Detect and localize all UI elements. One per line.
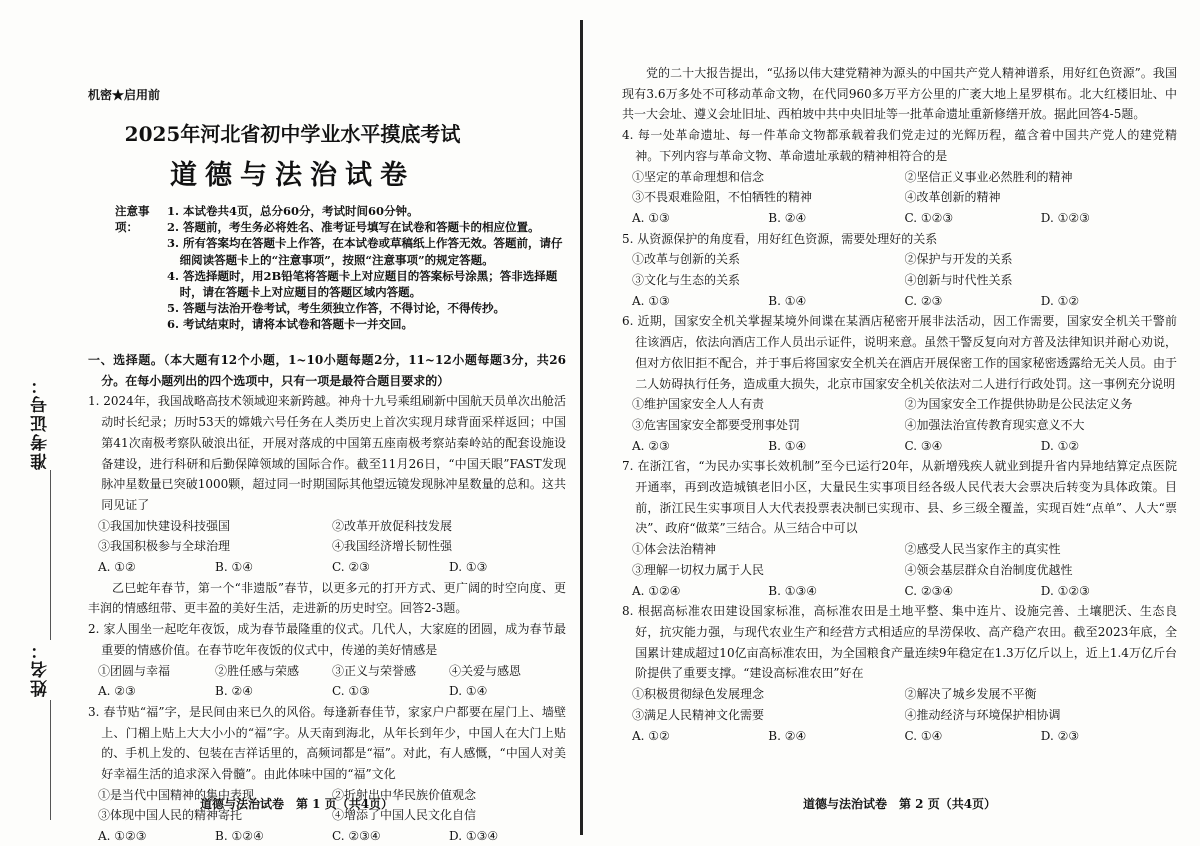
statement: ①团圆与幸福 <box>98 663 171 678</box>
question-5-statements <box>622 249 1177 290</box>
page1-footer: 道德与法治试卷 第 1 页（共4页） <box>200 797 394 811</box>
choice: D. ①③ <box>449 560 488 575</box>
choice: D. ①④ <box>449 684 488 699</box>
choice: C. ②③④ <box>332 829 381 844</box>
statement: ①坚定的革命理想和信念 <box>632 169 765 184</box>
statement: ②坚信正义事业必然胜利的精神 <box>904 169 1073 184</box>
statement: ③正义与荣誉感 <box>332 663 417 678</box>
question-7-choices <box>622 581 1177 602</box>
choice: D. ①② <box>1040 293 1080 308</box>
choice: C. ①④ <box>904 728 943 743</box>
question-6-stem: 6. 近期，国家安全机关掌握某境外间谍在某酒店秘密开展非法活动，因工作需要，国家安全机关干警前往该酒店，依法向酒店工作人员出示证件，说明来意。虽然干警反复向对方普及法律知识并耐心劝说，但对方依旧拒不配合，并于事后将国家安全机关在酒店开展保密工作的国家秘密透露给无关人员。由于二人妨碍执行任务，造成重大损失，北京市国家安全机关依法对二人进行行政处罚。这一事例充分说明 <box>622 314 1177 391</box>
choice: B. ①④ <box>768 438 807 453</box>
question-4-choices <box>622 208 1177 229</box>
statement: ③我国积极参与全球治理 <box>98 539 231 554</box>
statement: ①改革与创新的关系 <box>632 252 741 267</box>
choice: A. ①②③ <box>98 829 147 844</box>
question-8-choices <box>622 726 1177 747</box>
question-7-stem: 7. 在浙江省，“为民办实事长效机制”至今已运行20年，从新增残疾人就业到提升省内异地结算定点医院开通率，再到改造城镇老旧小区，大量民生实事项目经各级人民代表大会票决后转变为具体政策。目前，浙江民生实事项目人大代表投票表决制已实现市、县、乡三级全覆盖，实现百姓“点单”、人大“票决”、政府“做菜”三结合。从三结合中可以 <box>622 459 1177 536</box>
statement: ④我国经济增长韧性强 <box>332 539 453 554</box>
choice: D. ①②③ <box>1040 583 1090 598</box>
statement: ①维护国家安全人人有责 <box>632 397 765 412</box>
statement: ④关爱与感恩 <box>449 663 522 678</box>
choice: A. ①② <box>98 560 136 575</box>
question-6-statements <box>622 394 1177 435</box>
choice: D. ②③ <box>1040 728 1080 743</box>
choice: A. ①②④ <box>632 583 681 598</box>
choice: C. ②③ <box>904 293 943 308</box>
material-4-5: 党的二十大报告提出，“弘扬以伟大建党精神为源头的中国共产党人精神谱系，用好红色资源”。我国现有3.6万多处不可移动革命文物，在代同960多万平方公里的广袤大地上星罗棋布。北大红楼旧址、中共一大会址、遵义会址旧址、西柏坡中共中央旧址等一批革命遗址重新修缮开放。据此回答4-5题。 <box>622 66 1177 122</box>
question-7-statements <box>622 539 1177 580</box>
choice: A. ①③ <box>632 293 670 308</box>
question-8-stem: 8. 根据高标准农田建设国家标准，高标准农田是土地平整、集中连片、设施完善、土壤肥沃、生态良好，抗灾能力强，与现代农业生产和经营方式相适应的旱涝保收、高产稳产农田。截至2023年底，全国累计建成超过10亿亩高标准农田，为全国粮食产量连续9年稳定在1.3万亿斤以上，近上1.4万亿斤台阶提供了重要支撑。“建设高标准农田”好在 <box>622 604 1177 681</box>
statement: ①积极贯彻绿色发展理念 <box>632 687 765 702</box>
page2-footer: 道德与法治试卷 第 2 页（共4页） <box>803 797 997 811</box>
statement: ②保护与开发的关系 <box>904 252 1013 267</box>
choice: A. ②③ <box>98 684 136 699</box>
question-4-stem: 4. 每一处革命遗址、每一件革命文物都承载着我们党走过的光辉历程，蕴含着中国共产党人的建党精神。下列内容与革命文物、革命遗址承载的精神相符合的是 <box>622 128 1177 163</box>
choice: A. ①③ <box>632 210 670 225</box>
subject-title: 道德与法治试卷 <box>170 160 415 191</box>
statement: ③体现中国人民的精神寄托 <box>98 808 243 823</box>
choice: C. ③④ <box>904 438 943 453</box>
question-2-choices <box>88 681 566 702</box>
instructions-label: 注意事项： <box>115 204 150 235</box>
statement: ③文化与生态的关系 <box>632 273 741 288</box>
candidate-id-label: 准考证号： <box>31 375 51 470</box>
statement: ①我国加快建设科技强国 <box>98 518 231 533</box>
exam-page-2 <box>590 0 1200 846</box>
instruction-item: 2. 答题前，考生务必将姓名、准考证号填写在试卷和答题卡的相应位置。 <box>167 220 540 235</box>
statement: ④加强法治宣传教育现实意义不大 <box>904 417 1085 432</box>
question-6-choices <box>622 436 1177 457</box>
choice: C. ①②③ <box>904 210 954 225</box>
question-3-choices <box>88 826 566 846</box>
candidate-name-label: 姓名： <box>31 640 51 697</box>
choice: B. ①④ <box>215 560 253 575</box>
question-1-choices <box>88 557 566 578</box>
material-2-3: 乙巳蛇年春节，第一个“非遗版”春节，以更多元的打开方式、更广阔的时空向度、更丰润的情感纽带、更丰盈的美好生活，走进新的历史时空。回答2-3题。 <box>88 580 566 616</box>
choice: C. ①③ <box>332 684 370 699</box>
choice: B. ②④ <box>768 210 807 225</box>
instruction-item: 5. 答题与法治开卷考试，考生须独立作答，不得讨论，不得传抄。 <box>167 301 506 316</box>
statement: ②胜任感与荣感 <box>215 663 300 678</box>
choice: A. ①② <box>632 728 670 743</box>
statement: ④领会基层群众自治制度优越性 <box>904 562 1073 577</box>
question-4-statements <box>622 167 1177 208</box>
choice: B. ①③④ <box>768 583 817 598</box>
choice: B. ②④ <box>768 728 807 743</box>
page2-questions <box>622 63 1177 746</box>
choice: D. ①③④ <box>449 829 499 844</box>
statement: ②为国家安全工作提供协助是公民法定义务 <box>904 397 1133 412</box>
instruction-item: 6. 考试结束时，请将本试卷和答题卡一并交回。 <box>167 317 414 332</box>
question-2-statements <box>88 661 566 682</box>
statement: ①体会法治精神 <box>632 542 717 557</box>
statement: ②折射出中华民族价值观念 <box>332 787 477 802</box>
question-8-statements <box>622 684 1177 725</box>
exam-instructions <box>115 203 565 333</box>
statement: ③理解一切权力属于人民 <box>632 562 765 577</box>
binding-line-upper <box>50 470 51 640</box>
question-1-stem: 1. 2024年，我国战略高技术领域迎来新跨越。神舟十九号乘组刷新中国航天员单次出舱活动时长纪录；历时53天的嫦娥六号任务在人类历史上首次实现月球背面采样返回；中国第41次南极考察队破浪出征，开展对落成的中国第五座南极考察站秦岭站的配套设施设备建设，进行科研和后勤保障领域的国际合作。截至11月26日，“中国天眼”FAST发现脉冲星数量已突破1000颗，超过同一时期国际其他望远镜发现脉冲星数量的总和。这共同见证了 <box>88 394 566 512</box>
choice: B. ①②④ <box>215 829 264 844</box>
binding-line-lower <box>50 700 51 820</box>
statement: ③满足人民精神文化需要 <box>632 707 765 722</box>
question-3-stem: 3. 春节贴“福”字，是民间由来已久的风俗。每逢新春佳节，家家户户都要在屋门上、墙壁上、门楣上贴上大大小小的“福”字。从天南到海北，从年长到年少，中国人在大门上贴的、手机上发的、包装在吉祥话里的，高频词都是“福”。对此，有人感慨，“中国人对美好幸福生活的追求深入骨髓”。由此体味中国的“福”文化 <box>88 704 566 782</box>
choice: B. ①④ <box>768 293 807 308</box>
instruction-item: 3. 所有答案均在答题卡上作答，在本试卷或草稿纸上作答无效。答题前，请仔细阅读答题卡上的“注意事项”，按照“注意事项”的规定答题。 <box>167 236 563 267</box>
question-2-stem: 2. 家人围坐一起吃年夜饭，成为春节最隆重的仪式。几代人，大家庭的团圆，成为春节最重要的情感价值。在春节吃年夜饭的仪式中，传递的美好情感是 <box>88 622 566 657</box>
statement: ②感受人民当家作主的真实性 <box>904 542 1061 557</box>
statement: ②改革开放促科技发展 <box>332 518 453 533</box>
exam-title: 2025年河北省初中学业水平摸底考试 <box>124 122 461 146</box>
confidential-mark: 机密★启用前 <box>88 88 161 102</box>
statement: ①是当代中国精神的集中表现 <box>98 787 255 802</box>
choice: C. ②③④ <box>904 583 954 598</box>
choice: B. ②④ <box>215 684 253 699</box>
statement: ④创新与时代性关系 <box>904 273 1013 288</box>
section-heading: 一、选择题。（本大题有12个小题，1~10小题每题2分，11~12小题每题3分，共26分。在每小题列出的四个选项中，只有一项是最符合题目要求的） <box>88 353 566 388</box>
page1-questions <box>88 350 566 846</box>
instruction-item: 4. 答选择题时，用2B铅笔将答题卡上对应题目的答案标号涂黑；答非选择题时，请在答题卡上对应题目的答题区域内答题。 <box>167 268 558 300</box>
question-1-statements <box>88 516 566 557</box>
choice: A. ②③ <box>632 438 670 453</box>
statement: ②解决了城乡发展不平衡 <box>904 687 1037 702</box>
choice: D. ①②③ <box>1040 210 1090 225</box>
exam-page-1 <box>0 0 585 846</box>
statement: ④改革创新的精神 <box>904 190 1001 205</box>
question-5-choices <box>622 291 1177 312</box>
choice: D. ①② <box>1040 438 1080 453</box>
question-5-stem: 5. 从资源保护的角度看，用好红色资源，需要处理好的关系 <box>622 231 938 246</box>
instruction-item: 1. 本试卷共4页，总分60分，考试时间60分钟。 <box>167 204 419 218</box>
choice: C. ②③ <box>332 560 370 575</box>
statement: ④推动经济与环境保护相协调 <box>904 707 1061 722</box>
statement: ③危害国家安全都要受刑事处罚 <box>632 417 801 432</box>
statement: ④增添了中国人民文化自信 <box>332 808 477 823</box>
statement: ③不畏艰难险阻，不怕牺牲的精神 <box>632 190 813 205</box>
